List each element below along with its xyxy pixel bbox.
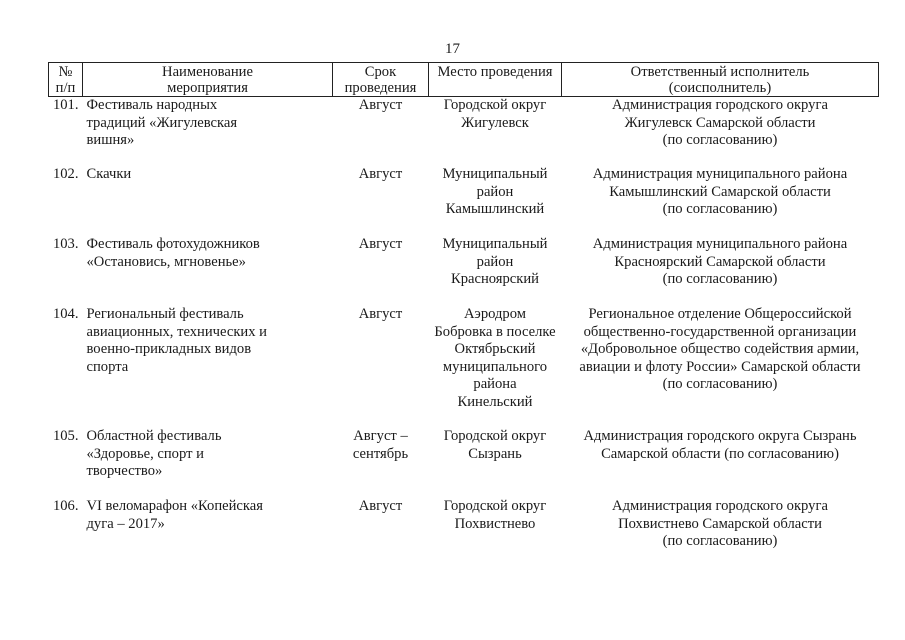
term-cell <box>333 498 429 551</box>
table-row <box>49 428 879 498</box>
cell-line: Администрация городского округа <box>612 97 828 113</box>
row-number: 105. <box>52 428 79 444</box>
cell-line: «Здоровье, спорт и <box>86 445 204 462</box>
table-row <box>49 166 879 236</box>
table-row <box>49 97 879 167</box>
cell-line: (по согласованию) <box>662 376 778 393</box>
place-cell <box>429 306 562 428</box>
cell-line: Август <box>358 498 403 514</box>
cell-line: Бобровка в поселке <box>434 323 556 340</box>
executor-cell <box>562 306 879 428</box>
cell-line: Фестиваль народных <box>86 97 218 113</box>
term-cell <box>333 166 429 236</box>
table-row <box>49 236 879 306</box>
header-event-name <box>83 63 333 97</box>
event-name-cell <box>83 166 333 236</box>
header-number <box>49 63 83 97</box>
cell-line: Фестиваль фотохудожников <box>86 236 260 252</box>
cell-line: Региональный фестиваль <box>86 306 244 322</box>
header-line: проведения <box>344 80 417 96</box>
cell-line: Жигулевск Самарской области <box>624 114 816 131</box>
page-number: 17 <box>445 41 460 57</box>
cell-line: Администрация городского округа Сызрань <box>583 428 857 444</box>
cell-line: Камышлинский <box>445 201 545 218</box>
cell-line: Сызрань <box>468 445 522 462</box>
cell-line: Август <box>358 236 403 252</box>
cell-line: Региональное отделение Общероссийской <box>588 306 852 322</box>
header-place <box>429 63 562 97</box>
row-number: 101. <box>52 97 79 113</box>
cell-line: традиций «Жигулевская <box>86 114 238 131</box>
row-number: 102. <box>52 166 79 182</box>
row-number: 103. <box>52 236 79 252</box>
place-cell <box>429 428 562 498</box>
cell-line: Муниципальный <box>442 166 548 182</box>
executor-cell <box>562 166 879 236</box>
event-name-cell <box>83 498 333 551</box>
row-number: 104. <box>52 306 79 322</box>
cell-line: VI веломарафон «Копейская <box>86 498 263 514</box>
cell-line: район <box>476 253 514 270</box>
term-cell <box>333 306 429 428</box>
cell-line: спорта <box>86 358 129 375</box>
header-line: Наименование <box>162 64 253 80</box>
cell-line: авиационных, технических и <box>86 323 267 340</box>
executor-cell <box>562 236 879 306</box>
cell-line: Красноярский Самарской области <box>614 253 826 270</box>
cell-line: творчество» <box>86 463 163 480</box>
cell-line: Август <box>358 306 403 322</box>
header-line: Место проведения <box>437 64 553 80</box>
header-line: (соисполнитель) <box>668 80 772 96</box>
cell-line: Август <box>358 166 403 182</box>
table-header-row <box>49 63 879 97</box>
cell-line: (по согласованию) <box>662 271 778 288</box>
event-name-cell <box>83 428 333 498</box>
events-table <box>48 62 879 551</box>
event-name-cell <box>83 97 333 167</box>
cell-line: Похвистнево <box>454 515 536 532</box>
cell-line: «Добровольное общество содействия армии, <box>580 341 860 358</box>
cell-line: Август <box>358 97 403 113</box>
cell-line: района <box>473 376 517 393</box>
cell-line: военно-прикладных видов <box>86 341 252 358</box>
table-row <box>49 306 879 428</box>
term-cell <box>333 428 429 498</box>
place-cell <box>429 498 562 551</box>
header-term <box>333 63 429 97</box>
cell-line: (по согласованию) <box>662 533 778 550</box>
table-row <box>49 498 879 551</box>
cell-line: вишня» <box>86 132 135 149</box>
cell-line: Городской округ <box>443 97 547 113</box>
cell-line: Администрация городского округа <box>612 498 828 514</box>
term-cell <box>333 97 429 167</box>
cell-line: Самарской области (по согласованию) <box>601 445 839 462</box>
cell-line: (по согласованию) <box>662 201 778 218</box>
cell-line: общественно-государственной организации <box>583 323 857 340</box>
cell-line: Камышлинский Самарской области <box>609 183 831 200</box>
cell-line: «Остановись, мгновенье» <box>86 253 246 270</box>
cell-line: Жигулевск <box>461 114 529 131</box>
cell-line: дуга – 2017» <box>86 515 165 532</box>
cell-line: Красноярский <box>450 271 539 288</box>
header-executor <box>562 63 879 97</box>
executor-cell <box>562 97 879 167</box>
cell-line: Областной фестиваль <box>86 428 222 444</box>
executor-cell <box>562 428 879 498</box>
place-cell <box>429 97 562 167</box>
event-name-cell <box>83 236 333 306</box>
cell-line: авиации и флоту России» Самарской области <box>579 358 861 375</box>
header-line: Ответственный исполнитель <box>630 64 810 80</box>
cell-line: Август – <box>353 428 408 444</box>
cell-line: Муниципальный <box>442 236 548 252</box>
cell-line: муниципального <box>442 358 548 375</box>
cell-line: Кинельский <box>457 393 533 410</box>
header-line: мероприятия <box>167 80 248 96</box>
header-line: Срок <box>364 64 397 80</box>
cell-line: сентябрь <box>352 445 409 462</box>
executor-cell <box>562 498 879 551</box>
cell-line: (по согласованию) <box>662 132 778 149</box>
header-line: п/п <box>55 80 76 96</box>
cell-line: Городской округ <box>443 498 547 514</box>
cell-line: Городской округ <box>443 428 547 444</box>
term-cell <box>333 236 429 306</box>
place-cell <box>429 236 562 306</box>
cell-line: Аэродром <box>464 306 526 322</box>
cell-line: Скачки <box>86 166 132 182</box>
cell-line: Похвистнево Самарской области <box>618 515 822 532</box>
cell-line: Октябрьский <box>454 341 536 358</box>
row-number: 106. <box>52 498 79 514</box>
cell-line: район <box>476 183 514 200</box>
event-name-cell <box>83 306 333 428</box>
place-cell <box>429 166 562 236</box>
cell-line: Администрация муниципального района <box>592 236 848 252</box>
header-line: № <box>58 64 73 80</box>
cell-line: Администрация муниципального района <box>592 166 848 182</box>
